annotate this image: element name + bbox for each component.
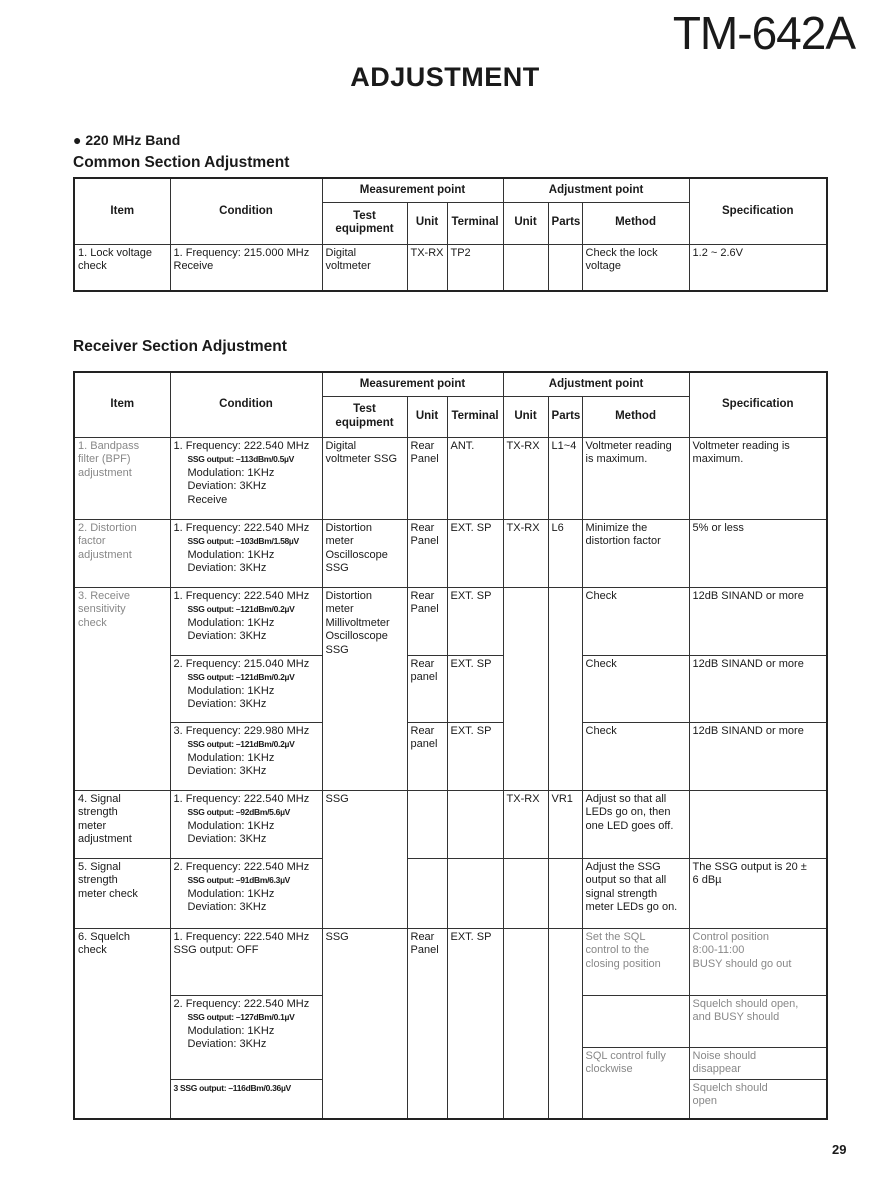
condition-modulation: Modulation: 1KHz Deviation: 3KHz bbox=[187, 548, 275, 574]
col-specification: Specification bbox=[689, 178, 827, 244]
cell-spec: Squelch should open, and BUSY should bbox=[689, 995, 827, 1047]
table-row bbox=[74, 437, 827, 519]
cell-unit: TX-RX bbox=[407, 244, 447, 291]
cell-method: Adjust the SSG output so that all signal strength meter LEDs go on. bbox=[582, 858, 689, 928]
cell-method: Check the lock voltage bbox=[582, 244, 689, 291]
cell-unit: Rear Panel bbox=[407, 437, 447, 519]
table-row bbox=[74, 858, 827, 928]
condition-frequency: 2. Frequency: 222.540 MHz bbox=[173, 860, 310, 873]
col-measurement-point: Measurement point bbox=[322, 372, 503, 396]
cell-parts: VR1 bbox=[548, 790, 582, 858]
cell-spec: 12dB SINAND or more bbox=[689, 587, 827, 655]
col-parts: Parts bbox=[548, 396, 582, 437]
condition-ssg-output: SSG output: –103dBm/1.58µV bbox=[187, 536, 299, 546]
col-unit: Unit bbox=[407, 396, 447, 437]
cell-parts: L1~4 bbox=[548, 437, 582, 519]
cell-test-equipment: SSG bbox=[322, 928, 407, 1119]
condition-frequency: 1. Frequency: 222.540 MHz bbox=[173, 521, 310, 534]
table-row bbox=[74, 722, 827, 790]
cell-adj-unit: TX-RX bbox=[503, 519, 548, 587]
cell-parts bbox=[548, 587, 582, 790]
cell-spec bbox=[689, 790, 827, 858]
model-number: TM-642A bbox=[672, 7, 855, 59]
cell-parts bbox=[548, 244, 582, 291]
cell-method: Check bbox=[582, 587, 689, 655]
cell-test-equipment: Digital voltmeter SSG bbox=[322, 437, 407, 519]
col-method: Method bbox=[582, 202, 689, 244]
cell-test-equipment: Distortion meter Oscilloscope SSG bbox=[322, 519, 407, 587]
cell-unit: Rear Panel bbox=[407, 587, 447, 655]
condition-frequency: 3. Frequency: 229.980 MHz bbox=[173, 724, 310, 737]
common-section-title: Common Section Adjustment bbox=[73, 154, 290, 171]
cell-test-equipment: Distortion meter Millivoltmeter Oscilloscope SSG bbox=[322, 587, 407, 790]
col-unit: Unit bbox=[407, 202, 447, 244]
cell-parts bbox=[548, 858, 582, 928]
cell-terminal: EXT. SP bbox=[447, 928, 503, 1119]
cell-spec: Control position 8:00-11:00 BUSY should go out bbox=[689, 928, 827, 995]
condition-frequency: 1. Frequency: 222.540 MHz bbox=[173, 589, 310, 602]
cell-adj-unit: TX-RX bbox=[503, 790, 548, 858]
table-row bbox=[74, 790, 827, 858]
cell-spec: 12dB SINAND or more bbox=[689, 655, 827, 722]
cell-test-equipment: Digital voltmeter bbox=[322, 244, 407, 291]
cell-spec: Squelch should open bbox=[689, 1079, 827, 1119]
cell-terminal: ANT. bbox=[447, 437, 503, 519]
cell-item: 5. Signal strength meter check bbox=[74, 858, 170, 928]
condition-ssg-output: SSG output: –92dBm/5.6µV bbox=[187, 807, 291, 817]
col-method: Method bbox=[582, 396, 689, 437]
condition-modulation: Modulation: 1KHz Deviation: 3KHz bbox=[187, 1024, 275, 1050]
condition-modulation: Modulation: 1KHz Deviation: 3KHz bbox=[187, 887, 275, 913]
cell-method: Check bbox=[582, 722, 689, 790]
col-adjustment-point: Adjustment point bbox=[503, 178, 689, 202]
cell-unit: Rear panel bbox=[407, 722, 447, 790]
band-heading: ● 220 MHz Band bbox=[73, 132, 181, 148]
col-terminal: Terminal bbox=[447, 396, 503, 437]
cell-condition: 1. Frequency: 215.000 MHz Receive bbox=[170, 244, 322, 291]
cell-condition bbox=[170, 995, 322, 1079]
cell-item: 6. Squelch check bbox=[74, 928, 170, 1119]
col-item: Item bbox=[74, 178, 170, 244]
cell-condition bbox=[170, 858, 322, 928]
table-row bbox=[74, 587, 827, 655]
cell-parts: L6 bbox=[548, 519, 582, 587]
cell-condition bbox=[170, 790, 322, 858]
cell-terminal bbox=[447, 790, 503, 858]
condition-frequency: 2. Frequency: 215.040 MHz bbox=[173, 657, 310, 670]
condition-ssg-output: SSG output: –121dBm/0.2µV bbox=[187, 739, 295, 749]
col-test-equipment: Test equipment bbox=[322, 396, 407, 437]
condition-ssg-output: SSG output: –127dBm/0.1µV bbox=[187, 1012, 295, 1022]
condition-ssg-output: SSG output: –121dBm/0.2µV bbox=[187, 604, 295, 614]
receiver-section-title: Receiver Section Adjustment bbox=[73, 338, 287, 355]
cell-spec: 12dB SINAND or more bbox=[689, 722, 827, 790]
cell-terminal: EXT. SP bbox=[447, 587, 503, 655]
col-adjustment-point: Adjustment point bbox=[503, 372, 689, 396]
condition-modulation: Modulation: 1KHz Deviation: 3KHz bbox=[187, 751, 275, 777]
cell-adj-unit bbox=[503, 587, 548, 790]
cell-terminal: EXT. SP bbox=[447, 722, 503, 790]
cell-spec: 1.2 ~ 2.6V bbox=[689, 244, 827, 291]
condition-frequency: 2. Frequency: 222.540 MHz bbox=[173, 997, 310, 1010]
cell-parts bbox=[548, 928, 582, 1119]
cell-terminal: EXT. SP bbox=[447, 655, 503, 722]
cell-method: Minimize the distortion factor bbox=[582, 519, 689, 587]
col-test-equipment: Test equipment bbox=[322, 202, 407, 244]
cell-method: SQL control fully clockwise bbox=[582, 1047, 689, 1119]
cell-item: 3. Receive sensitivity check bbox=[74, 587, 170, 790]
cell-unit: Rear Panel bbox=[407, 928, 447, 1119]
table-row bbox=[74, 928, 827, 995]
condition-modulation: Modulation: 1KHz Deviation: 3KHz bbox=[187, 684, 275, 710]
cell-terminal: TP2 bbox=[447, 244, 503, 291]
cell-spec: Voltmeter reading is maximum. bbox=[689, 437, 827, 519]
cell-adj-unit bbox=[503, 928, 548, 1119]
cell-condition bbox=[170, 519, 322, 587]
page-number: 29 bbox=[832, 1142, 847, 1157]
condition-frequency: 1. Frequency: 222.540 MHz bbox=[173, 792, 310, 805]
table-row bbox=[74, 244, 827, 291]
cell-terminal bbox=[447, 858, 503, 928]
cell-method: Adjust so that all LEDs go on, then one LED goes off. bbox=[582, 790, 689, 858]
col-adj-unit: Unit bbox=[503, 396, 548, 437]
cell-adj-unit bbox=[503, 858, 548, 928]
cell-spec: The SSG output is 20 ± 6 dBµ bbox=[689, 858, 827, 928]
cell-condition bbox=[170, 587, 322, 655]
cell-condition: 1. Frequency: 222.540 MHz SSG output: OFF bbox=[170, 928, 322, 995]
cell-item: 2. Distortion factor adjustment bbox=[74, 519, 170, 587]
condition-modulation: Modulation: 1KHz Deviation: 3KHz bbox=[187, 819, 275, 845]
cell-terminal: EXT. SP bbox=[447, 519, 503, 587]
table-row bbox=[74, 655, 827, 722]
common-section-table bbox=[73, 177, 828, 292]
cell-unit: Rear Panel bbox=[407, 519, 447, 587]
cell-item: 4. Signal strength meter adjustment bbox=[74, 790, 170, 858]
cell-method: Set the SQL control to the closing position bbox=[582, 928, 689, 995]
cell-adj-unit: TX-RX bbox=[503, 437, 548, 519]
cell-adj-unit bbox=[503, 244, 548, 291]
col-terminal: Terminal bbox=[447, 202, 503, 244]
condition-modulation: Modulation: 1KHz Deviation: 3KHz bbox=[187, 616, 275, 642]
condition-frequency: 1. Frequency: 222.540 MHz bbox=[173, 439, 310, 452]
receiver-section-table bbox=[73, 371, 828, 1120]
cell-condition: 3 SSG output: –116dBm/0.36µV bbox=[170, 1079, 322, 1119]
cell-condition bbox=[170, 722, 322, 790]
cell-method bbox=[582, 995, 689, 1047]
cell-spec: Noise should disappear bbox=[689, 1047, 827, 1079]
col-adj-unit: Unit bbox=[503, 202, 548, 244]
cell-spec: 5% or less bbox=[689, 519, 827, 587]
col-item: Item bbox=[74, 372, 170, 437]
col-measurement-point: Measurement point bbox=[322, 178, 503, 202]
cell-condition bbox=[170, 655, 322, 722]
col-condition: Condition bbox=[170, 372, 322, 437]
condition-ssg-output: SSG output: –113dBm/0.5µV bbox=[187, 454, 295, 464]
cell-method: Check bbox=[582, 655, 689, 722]
condition-ssg-output: SSG output: –91dBm/6.3µV bbox=[187, 875, 291, 885]
cell-condition bbox=[170, 437, 322, 519]
col-specification: Specification bbox=[689, 372, 827, 437]
col-parts: Parts bbox=[548, 202, 582, 244]
col-condition: Condition bbox=[170, 178, 322, 244]
cell-unit bbox=[407, 858, 447, 928]
cell-unit: Rear panel bbox=[407, 655, 447, 722]
condition-modulation: Modulation: 1KHz Deviation: 3KHz Receive bbox=[187, 466, 275, 506]
cell-test-equipment: SSG bbox=[322, 790, 407, 928]
table-row bbox=[74, 519, 827, 587]
page-title: ADJUSTMENT bbox=[350, 62, 540, 92]
cell-method: Voltmeter reading is maximum. bbox=[582, 437, 689, 519]
condition-ssg-output: SSG output: –121dBm/0.2µV bbox=[187, 672, 295, 682]
cell-unit bbox=[407, 790, 447, 858]
cell-item: 1. Lock voltage check bbox=[74, 244, 170, 291]
cell-item: 1. Bandpass filter (BPF) adjustment bbox=[74, 437, 170, 519]
